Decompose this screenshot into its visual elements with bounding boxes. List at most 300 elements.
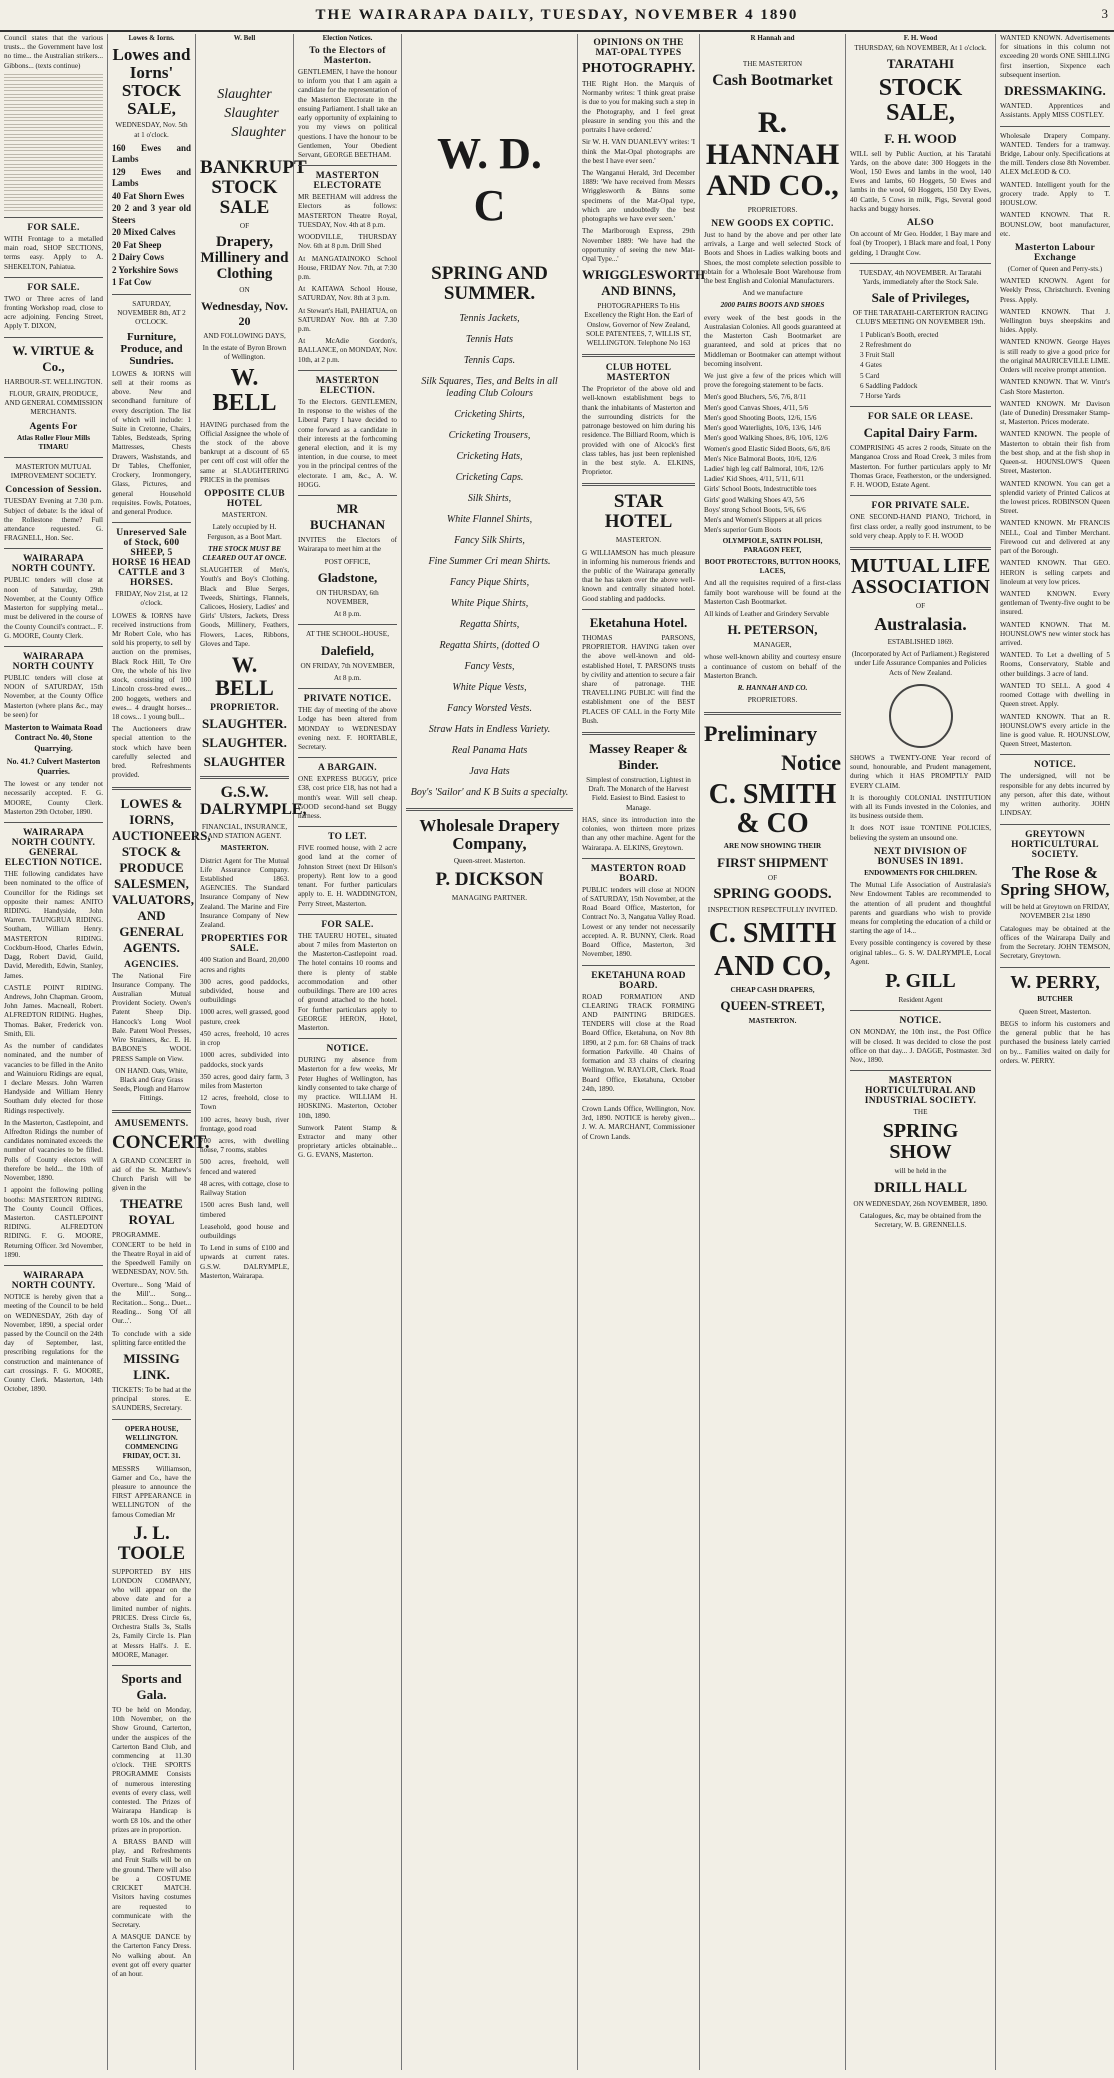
goods-list bbox=[406, 313, 573, 799]
list-item: 1000 acres, well grassed, good pasture, creek bbox=[200, 1008, 289, 1026]
ad-text: ON HAND. Oats, White, Black and Gray Grass Seeds, Plough and Harrow Fittings. bbox=[113, 1066, 190, 1103]
list-item: Fine Summer Cri mean Shirts. bbox=[428, 555, 551, 567]
list-item: Silk Shirts, bbox=[467, 492, 512, 504]
ad-title: Lowes and Iorns' STOCK SALE, bbox=[112, 45, 191, 118]
ad-text: R. HANNAH AND CO. bbox=[737, 684, 808, 693]
ad-title: STOCK SALE, bbox=[878, 75, 963, 127]
ad-text: MASTERTON. bbox=[615, 536, 662, 545]
notice-text: WANTED KNOWN. Mr Davison (late of Dunedin) Dressmaker Stamp-st, Masterton. Prices moderate. bbox=[1000, 399, 1110, 427]
heading: AGENCIES. bbox=[124, 959, 179, 970]
ad-subtitle: OPPOSITE CLUB HOTEL bbox=[204, 489, 285, 510]
list-item: Straw Hats in Endless Variety. bbox=[428, 723, 551, 735]
address: QUEEN-STREET, bbox=[720, 998, 825, 1013]
notice-text: In the Masterton, Castlepoint, and Alfredton Ridings the number of candidates nominated exceeds the number of vacancies to be filled. Polls of County electors will therefore be held... the 10th of November, 1890. bbox=[4, 1118, 103, 1183]
heading: NOTICE. bbox=[1034, 760, 1076, 771]
column-label: Lowes & Iorns. bbox=[128, 34, 175, 42]
ad-text: The Marlborough Express, 29th November 1889: 'We have had the opportunity of seeing the new Mat-Opal Type...' bbox=[582, 227, 695, 263]
ad-text: ESTABLISHED 1869. bbox=[887, 638, 954, 647]
ad-text: On account of Mr Geo. Hodder, 1 Bay mare and foal (by Trooper), 1 Black mare and foal, 1 Pony gelding, 1 Draught Cow. bbox=[850, 230, 991, 257]
ad-text: will be held in the bbox=[894, 1167, 947, 1176]
notice-text: TUESDAY Evening at 7.30 p.m. Subject of debate: Is the ideal of the Rollestone theme? Full attendance requested. G. FRAGNELL, Hon. Sec. bbox=[4, 497, 103, 543]
heading: AMUSEMENTS. bbox=[114, 1118, 189, 1129]
ad-text: SLAUGHTER of Men's, Youth's and Boy's Clothing. Black and Blue Serges, Tweeds, Shirtings, Flannels, Calicoes, Hosiery, Ladies' and Girls' Ulsters, Jackets, Dress Goods, Millinery, Feathers, Flowers, Laces, Ribbons, Gloves and Tape. bbox=[200, 566, 289, 648]
ad-text: To conclude with a side splitting farce entitled the bbox=[112, 1329, 191, 1347]
address: MASTERTON. bbox=[748, 1017, 797, 1025]
list-item: Boys' strong School Boots, 5/6, 6/6 bbox=[704, 505, 806, 514]
notice-text: WANTED. To Let a dwelling of 5 Rooms, Conservatory, Stable and other buildings. 3 acre of land. bbox=[1000, 651, 1110, 678]
list-item: Men's good Shooting Boots, 12/6, 15/6 bbox=[704, 413, 817, 422]
list-item: White Pique Shirts, bbox=[450, 597, 529, 609]
list-item: Men's good Canvas Shoes, 4/11, 5/6 bbox=[704, 403, 809, 412]
address: Queen-street. Masterton. bbox=[453, 856, 526, 865]
firm-name: F. H. WOOD bbox=[884, 130, 957, 146]
notice-text: NOTICE is hereby given that a meeting of the Council to be held on WEDNESDAY, 26th day of November, 1890, a special order passed by the Council on the 24th day of September, last, prescribing regulations for the construction and maintenance of cart crossings. F. G. MOORE, County Clerk. Masterton, 14th October, 1890. bbox=[4, 1293, 103, 1394]
list-item: Regatta Shirts, (dotted O bbox=[439, 639, 540, 651]
ad-title: J. L. TOOLE bbox=[117, 1522, 186, 1564]
list-item: Fancy Pique Shirts, bbox=[449, 576, 530, 588]
ad-text: Resident Agent bbox=[898, 996, 943, 1005]
heading: NOTICE. bbox=[326, 1044, 369, 1055]
notice-text: THE TAUERU HOTEL, situated about 7 miles from Masterton on the Masterton-Castlepoint road. The hotel contains 10 rooms and there is plenty of stable accommodation and other outbuildings. There are 100 acres of ground attached to the hotel. For further particulars apply to GEORGE HERON, Hotel, Masterton. bbox=[298, 931, 397, 1032]
article-text: Council states that the various trusts... the Government have lost no time... the Australian strikers... Gibbons... (texts continue) bbox=[4, 34, 103, 70]
ad-text: SHOWS a TWENTY-ONE Year record of sound, honourable, and Prudent management, during which it HAS PROMPTLY PAID EVERY CLAIM. bbox=[850, 753, 991, 790]
ad-date: Wednesday, Nov. 20 bbox=[200, 298, 289, 328]
list-item: Cricketing Trousers, bbox=[448, 429, 531, 441]
ad-text: TICKETS: To be had at the principal stores. E. SAUNDERS, Secretary. bbox=[112, 1386, 192, 1413]
ad-title: Notice bbox=[781, 749, 841, 775]
ad-text: THE STOCK MUST BE CLEARED OUT AT ONCE. bbox=[202, 544, 287, 562]
list-item: 20 2 and 3 year old Steers bbox=[112, 203, 191, 225]
ad-text: OF bbox=[239, 221, 250, 230]
list-item: Fancy Worsted Vests. bbox=[447, 702, 532, 714]
ad-date: will be held at Greytown on FRIDAY, NOVEMBER 21st 1890 bbox=[1000, 903, 1110, 921]
price-list bbox=[704, 393, 841, 535]
heading: DRESSMAKING. bbox=[1004, 83, 1106, 99]
ad-text: MASTERTON. bbox=[221, 511, 268, 520]
ad-text: Catalogues, &c, may be obtained from the Secretary, W. B. GRENNELLS. bbox=[859, 1211, 982, 1230]
notice-text: DURING my absence from Masterton for a few weeks, Mr Peter Hughes of Wellington, has kindly consented to take charge of my practice. WILLIAM H. HOSKING. Masterton, October 10th, 1890. bbox=[298, 1056, 397, 1120]
column-label: F. H. Wood bbox=[903, 34, 938, 42]
heading: MR BUCHANAN bbox=[309, 501, 386, 533]
heading: Masterton Labour Exchange bbox=[1014, 242, 1095, 263]
ad-subtitle: Furniture, Produce, and Sundries. bbox=[120, 330, 183, 367]
ad-subtitle: SPRING GOODS. bbox=[713, 885, 832, 902]
ad-text: PHOTOGRAPHERS To His Excellency the Right Hon. the Earl of Onslow, Governor of New Zealand, SOLE PATENTEES, 7, WILLIS ST, WELLINGTON. Telephone No 163 bbox=[584, 302, 693, 348]
ad-text: TO be held on Monday, 10th November, on the Show Ground, Carterton, under the auspices of the Carterton Band Club, and commencing at 11.30 o'clock. THE SPORTS PROGRAMME Consists of numerous interesting events of every class, well contested. The Prizes of Wairarapa Handicap is worth £8 10s. and the other prizes are in proportion. bbox=[112, 1705, 191, 1834]
ad-text: In the estate of Byron Brown of Wellington. bbox=[202, 343, 287, 361]
list-item: Cricketing Hats, bbox=[456, 450, 523, 462]
ad-text: OF THE TARATAHI-CARTERTON RACING CLUB'S MEETING ON NOVEMBER 19th. bbox=[852, 309, 989, 327]
notice-text: WANTED. Apprentices and Assistants. Apply MISS COSTLEY. bbox=[1000, 102, 1110, 120]
ad-text: ONE SECOND-HAND PIANO, Trichord, in first class order, a really good instrument, to be sold very cheap. Apply to F. H. WOOD bbox=[850, 513, 991, 540]
list-item: Tennis Jackets, bbox=[459, 312, 520, 324]
list-item: 7 Horse Yards bbox=[860, 391, 901, 400]
ad-text: COMPRISING 45 acres 2 roods, Situate on the Manganoa Cross and Road Creek, 3 miles from Masterton. For further particulars apply to Mr Thomas Grace, Featherston, or the undersigned. F. H. WOOD, Estate Agent. bbox=[850, 444, 991, 490]
notice-text: BEGS to inform his customers and the general public that he has purchased the business lately carried on by... Families waited on daily for orders. W. PERRY. bbox=[1000, 1019, 1110, 1065]
heading: WAIRARAPA NORTH COUNTY. bbox=[11, 554, 96, 575]
list-item: 1 Publican's Booth, erected bbox=[860, 330, 939, 339]
notice-text: WANTED KNOWN. You can get a splendid variety of Printed Calicos at the lowest prices. ROBINSON Queen Street. bbox=[1000, 479, 1110, 516]
heading: FOR SALE OR LEASE. bbox=[867, 412, 974, 423]
notice-text: Crown Lands Office, Wellington, Nov. 3rd, 1890. NOTICE is hereby given... J. W. A. MARCHANT, Commissioner of Crown Lands. bbox=[582, 1104, 695, 1141]
notice-text: MASTERTON MUTUAL IMPROVEMENT SOCIETY. bbox=[10, 462, 97, 481]
ad-text: every week of the best goods in the Australasian Colonies. All goods guaranteed at the Masterton Cash Bootmarket are guaranteed, and sold at prices that no Middleman or Bootmaker can attempt without becoming insolvent. bbox=[704, 313, 841, 368]
list-item: 1 Fat Cow bbox=[112, 277, 152, 288]
list-item: 1000 acres, subdivided into paddocks, stock yards bbox=[200, 1051, 289, 1069]
notice-text: To the Electors. GENTLEMEN, In response to the wishes of the Liberal Party I have decided to come forward as a candidate in their interests at the forthcoming general election, and it is my intention, in due course, to meet you in the principal centres of the electorate. I am, &c., A. W. HOGG. bbox=[298, 397, 397, 489]
list-item: 6 Saddling Paddock bbox=[860, 381, 918, 390]
list-item: 400 Station and Board, 20,000 acres and rights bbox=[200, 956, 289, 974]
notice-text: I appoint the following polling booths: MASTERTON RIDING. The County Council Offices, Masterton. CASTLEPOINT RIDING. ALFREDTON RIDING. F. G. MOORE, Returning Officer. 3rd November, 1890. bbox=[4, 1186, 103, 1259]
ad-text: OF bbox=[767, 873, 778, 882]
notice-text: ON FRIDAY, 7th NOVEMBER, bbox=[300, 661, 395, 670]
notice-text: THE following candidates have been nominated to the office of Councillor for the Ridings set opposite their names: ANITO RIDING. Handyside, John Warren. TAUNGRUA RIDING. Southam, William Henry. MASTERTON RIDING. Cockburn-Hood, Charles Edwin, Dagg, Robert David, Guild, David, Meredith, Edwin, Stanley, James. bbox=[4, 870, 103, 980]
ad-text: It is thoroughly COLONIAL INSTITUTION with all its Funds invested in the Colonies, and its business outside them. bbox=[850, 793, 991, 821]
notice-text: PUBLIC tenders will close at NOON of SATURDAY, 15th November, at the Road Board Office, Masterton, for Contract No. 3, Nangatua Valley Road. Lowest or any tender not necessarily accepted. A. R. BUNNY, Clerk. Road Board Office, Masterton, 3rd November, 1890. bbox=[582, 885, 695, 959]
privileges-list bbox=[850, 331, 991, 402]
ad-date: TUESDAY, 4th NOVEMBER. At Taratahi Yards, immediately after the Stock Sale. bbox=[859, 268, 982, 286]
notice-text: WANTED KNOWN. That R. BOUNSLOW, boot manufacturer, etc. bbox=[1000, 211, 1110, 238]
ad-text: OF bbox=[915, 601, 926, 610]
column-label: Election Notices. bbox=[322, 34, 373, 42]
ad-title: CONCERT. bbox=[112, 1131, 210, 1153]
ad-text: WILL sell by Public Auction, at his Taratahi Yards, on the above date: 300 Hoggets in the Wool, 150 Ewes and lambs in the wool, 140 Ewes and lambs, 60 Hoggets, 50 Ewes and lambs in the wool, 60 Hoggets, 150 Dry Ewes, 40 Cattle, 5 Cows in milk, Pigs, Several good hacks and buggy horses. bbox=[850, 149, 991, 213]
ad-title: Sports and Gala. bbox=[121, 1670, 182, 1702]
list-item: Real Panama Hats bbox=[451, 744, 528, 756]
ad-title: STAR HOTEL bbox=[604, 491, 673, 533]
list-item: Men's good Bluchers, 5/6, 7/6, 8/11 bbox=[704, 393, 807, 402]
notice-text: INVITES the Electors of Wairarapa to meet him at the bbox=[298, 536, 397, 554]
ad-title: Cash Bootmarket bbox=[712, 72, 833, 90]
list-item: Women's good Elastic Sided Boots, 6/6, 8/6 bbox=[704, 444, 831, 453]
ad-text: CHEAP CASH DRAPERS, bbox=[730, 985, 815, 994]
column-4 bbox=[294, 34, 402, 2070]
ad-text: ENDOWMENTS FOR CHILDREN. bbox=[864, 868, 977, 877]
notice-text: WANTED KNOWN. Mr FRANCIS NELL, Coal and Timber Merchant. Firewood cut and delivered at any part of the Borough. bbox=[1000, 519, 1110, 556]
list-item: 129 Ewes and Lambs bbox=[112, 166, 191, 189]
ad-text: SLAUGHTER bbox=[203, 754, 286, 770]
ad-text: PROGRAMME. CONCERT to be held in the Theatre Royal in aid of the Speedwell Family on WEDNESDAY, NOV. 5th. bbox=[112, 1231, 191, 1277]
notice-text: At 8 p.m. bbox=[333, 610, 362, 619]
ad-text: Simplest of construction, Lightest in Draft. The Monarch of the Harvest Field. Easiest to Bind. Easiest to Manage. bbox=[586, 776, 691, 812]
firm-name: WRIGGLESWORTH AND BINNS, bbox=[582, 267, 706, 299]
notice-text: WANTED KNOWN. That M. HOUNSLOW'S new winter stock has arrived. bbox=[1000, 620, 1110, 648]
firm-name: R. HANNAH AND CO., bbox=[705, 106, 840, 203]
ad-text: HAS, since its introduction into the colonies, won thirteen more prizes than any other machine. Agent for the Wairarapa. A. ELKINS, Greytown. bbox=[582, 815, 695, 852]
list-item: 1500 acres Bush land, well timbered bbox=[200, 1201, 289, 1219]
ad-title: MUTUAL LIFE ASSOCIATION bbox=[850, 554, 991, 598]
firm-name: W. PERRY, bbox=[1010, 971, 1100, 992]
notice-text: WANTED KNOWN. The people of Masterton to obtain their fish from the best shop, and at the fish shop in Queen-st. HOUNSLOW'S Queen Street, Masterton. bbox=[1000, 430, 1110, 476]
ad-text: The National Fire Insurance Company. The Australian Mutual Provident Society. Owen's Patent Sheep Dip. Hancock's Long Wool Bale. Patent Wool Presses, Wire Strainers, &c. E. H. BABONE'S WOOL PRESS Sample on View. bbox=[112, 971, 191, 1063]
notice-text: Catalogues may be obtained at the offices of the Wairarapa Daily and from the Secretary. JOHN TEMSON, Secretary, Greytown. bbox=[1000, 924, 1110, 961]
column-8 bbox=[846, 34, 996, 2070]
ad-text: whose well-known ability and courtesy ensure a continuance of custom on behalf of the Masterton Branch. bbox=[704, 653, 841, 680]
address: Queen Street, Masterton. bbox=[1019, 1007, 1091, 1016]
column-3 bbox=[196, 34, 307, 2070]
ad-text: Every possible contingency is covered by these original tables... G. S. W. DALRYMPLE, Local Agent. bbox=[850, 939, 991, 966]
notice-text: WANTED KNOWN. That J. Wellington buys sheepskins and hides. Apply. bbox=[1000, 307, 1110, 335]
ad-text: BUTCHER bbox=[1037, 995, 1073, 1004]
ad-subtitle: FIRST SHIPMENT bbox=[717, 854, 828, 870]
list-item: 20 Mixed Calves bbox=[112, 227, 176, 238]
ad-text: A GRAND CONCERT in aid of the St. Matthew's Church Parish will be given in the bbox=[112, 1156, 191, 1193]
heading: OPINIONS ON THE MAT-OPAL TYPES bbox=[593, 38, 684, 58]
ad-text: It does NOT issue TONTINE POLICIES, believing the system an unsound one. bbox=[850, 824, 991, 842]
list-item: 500 acres, freehold, well fenced and watered bbox=[200, 1158, 289, 1176]
notice-text: As the number of candidates nominated, and the number of vacancies to be filled in the Anito and Wainuioru Ridings are equal, I declare Messrs. John Warren Handyside and William Henry Southam duly elected for those Ridings respectively. bbox=[4, 1042, 103, 1115]
place-name: Gladstone, bbox=[317, 569, 378, 585]
heading: To the Electors of Masterton. bbox=[309, 46, 386, 66]
ad-title: SPRING SHOW bbox=[882, 1120, 959, 1164]
ad-title: Sale of Privileges, bbox=[871, 290, 970, 306]
ad-text: MASTERTON. bbox=[220, 844, 269, 853]
notice-text: GENTLEMEN, I have the honour to inform you that I am again a candidate for the representation of the Masterton Electorate in the ensuing Parliament. I shall take an early opportunity of explaining to you my views on political questions. I have the honour to be Gentlemen, Your Obedient Servant, GEORGE BEETHAM. bbox=[298, 68, 398, 159]
coat-of-arms-icon bbox=[889, 684, 953, 748]
list-item: Tennis Hats bbox=[465, 333, 514, 345]
place-name: Dalefield, bbox=[320, 642, 375, 658]
heading: Agents For bbox=[29, 421, 78, 432]
list-item: 5 Card bbox=[860, 371, 880, 380]
firm-name: W. BELL bbox=[215, 652, 274, 701]
ad-text: MESSRS Williamson, Garner and Co., have the pleasure to announce the FIRST APPEARANCE in WELLINGTON of the famous Comedian Mr bbox=[112, 1464, 191, 1519]
list-item: Cricketing Shirts, bbox=[454, 408, 525, 420]
notice-text: WANTED KNOWN. Every gentleman of Twenty-five ought to be insured. bbox=[1000, 589, 1110, 617]
notice-text: WANTED KNOWN. That an R. HOUNSLOW'S every article in the line is good value. R. HOUNSLOW, Queen Street, Masterton. bbox=[1000, 712, 1110, 749]
heading: FOR PRIVATE SALE. bbox=[871, 501, 970, 512]
ad-text: The Mutual Life Association of Australasia's New Endowment Tables are recommended to the attention of all prudent and thoughtful parents and guardians who wish to provide means for completing the education of a child or starting the age of 14... bbox=[850, 881, 991, 936]
ad-text: ARE NOW SHOWING THEIR bbox=[723, 842, 822, 851]
address: HARBOUR-ST. WELLINGTON. bbox=[4, 377, 103, 386]
notice-text: Wholesale Drapery Company. WANTED. Tenders for a tramway. Bridge, Labour only. Specifications at the mill. Tenders close 8th November. ALEX McLEOD & CO. bbox=[1000, 131, 1110, 177]
ad-text: And all the requisites required of a first-class family boot warehouse will be found at the Masterton Cash Bootmarket. bbox=[704, 579, 841, 606]
column-9 bbox=[996, 34, 1114, 2070]
list-item: Men's Nice Balmoral Boots, 10/6, 12/6 bbox=[704, 454, 817, 463]
property-list bbox=[200, 956, 289, 1241]
notice-text: POST OFFICE, bbox=[324, 557, 371, 566]
ad-text: 2000 PAIRS BOOTS AND SHOES bbox=[720, 301, 825, 310]
notice-text: At MANGATAINOKO School House, FRIDAY Nov. 7th, at 7:30 p.m. bbox=[298, 254, 397, 281]
column-label: R Hannah and bbox=[750, 34, 795, 42]
list-item: 2 Dairy Cows bbox=[112, 252, 164, 263]
list-item: White Pique Vests, bbox=[452, 681, 527, 693]
ad-text: A MASQUE DANCE by the Carterton Fancy Dress. No walking about. An event got off every quarter of an hour. bbox=[112, 1933, 191, 1979]
ad-title: The Rose & Spring SHOW, bbox=[1000, 862, 1110, 900]
notice-text: WANTED KNOWN. That GEO. HERON is selling carpets and linoleum at very low prices. bbox=[1000, 559, 1110, 586]
ad-text: Overture... Song 'Maid of the Mill'... Song... Recitation... Song... Duet... Reading... Song 'Of all Our...'. bbox=[112, 1280, 191, 1326]
notice-text: TWO or Three acres of land fronting Workshop road, close to acre adjoining. Fencing Street, Apply T. DIXON, bbox=[4, 294, 103, 331]
notice-text: WANTED KNOWN. That W. Vintr's Cash Store Masterton. bbox=[1000, 378, 1110, 396]
heading: ALSO bbox=[906, 218, 935, 229]
ad-title: TARATAHI bbox=[886, 56, 955, 72]
notice-text: WANTED KNOWN. Advertisements for situations in this column not exceeding 20 words ONE SHILLING first insertion, Sixpence each subsequent insertion. bbox=[1000, 34, 1110, 79]
ad-text: And we manufacture bbox=[742, 289, 803, 298]
ad-text: MANAGER, bbox=[753, 641, 792, 650]
ad-title: Australasia. bbox=[874, 614, 967, 635]
list-item: Girls' good Walking Shoes 4/3, 5/6 bbox=[704, 495, 805, 504]
notice-text: At 8 p.m. bbox=[333, 673, 362, 682]
ad-title: Preliminary bbox=[704, 720, 818, 746]
list-item: Men's good Walking Shoes, 8/6, 10/6, 12/6 bbox=[704, 434, 828, 443]
heading: TO LET. bbox=[328, 832, 367, 843]
list-item: Girls' School Boots, Indestructible toes bbox=[704, 485, 817, 494]
page-number: 3 bbox=[1101, 6, 1108, 21]
heading: FOR SALE. bbox=[321, 919, 374, 930]
heading: Unreserved Sale of Stock, 600 SHEEP, 5 HORSE 16 HEAD CATTLE and 3 HORSES. bbox=[112, 528, 191, 589]
ad-text: ON bbox=[239, 286, 250, 295]
ad-text: INSPECTION RESPECTFULLY INVITED. bbox=[707, 905, 838, 914]
list-item: Men's and Women's Slippers at all prices bbox=[704, 516, 822, 525]
notice-text: ROAD FORMATION AND CLEARING TRACK FORMING AND PAINTING BRIDGES. TENDERS will close at the Road Board Office, Eketahuna, on Nov 8th 1890, at 2 p.m. for: 68 Chains of track formation Parkville. 40 Chains of formation and 33 chains of clearing Wellington. W. RAYLOR, Clerk. Road Board Office, Eketahuna, October 24th, 1890. bbox=[582, 992, 695, 1093]
firm-name: C. SMITH & CO bbox=[708, 778, 837, 839]
ad-text: All kinds of Leather and Grindery Servable bbox=[704, 610, 829, 619]
ad-title: C bbox=[473, 181, 506, 230]
ad-title: Capital Dairy Farm. bbox=[863, 425, 978, 441]
list-item: 2 Yorkshire Sows bbox=[112, 264, 179, 275]
heading: FOR SALE. bbox=[27, 282, 80, 293]
venue: THEATRE ROYAL bbox=[120, 1196, 183, 1228]
notice-text: FIVE roomed house, with 2 acre good land at the corner of Johnston Street (next Dr Hilson's property). Rent low to a good tenant. For further particulars apply to. E. H. WADDINGTON, Perry Street, Masterton. bbox=[298, 844, 397, 908]
list-item: 48 acres, with cottage, close to Railway Station bbox=[200, 1179, 289, 1198]
ad-date: THURSDAY, 6th NOVEMBER, At 1 o'clock. bbox=[854, 44, 987, 52]
ad-text: LOWES & IORNS will sell at their rooms as above. New and secondhand furniture of every description. The list of which will include: 1 Suite in Cretonne, Chairs, Tables, Bedsteads, Spring Mattresses, Chests Drawers, Washstands, and Dr Tables, Cheffonier, Crockery, Ironmongery, Glass, Pictures, and general Household requisites. Fowls, Potatoes, and general Produce. bbox=[112, 369, 191, 516]
heading: MASTERTON ELECTORATE bbox=[313, 171, 382, 192]
ad-text: AND FOLLOWING DAYS, bbox=[203, 331, 286, 340]
ad-date: WEDNESDAY, Nov. 5th at 1 o'clock. bbox=[115, 121, 188, 139]
ad-text: SLAUGHTER. bbox=[202, 716, 287, 732]
list-item: Ladies' high leg calf Balmoral, 10/6, 12/6 bbox=[704, 464, 824, 473]
ad-subtitle: MISSING LINK. bbox=[123, 1351, 180, 1383]
heading: Concession of Session. bbox=[5, 485, 102, 496]
ad-title: PHOTOGRAPHY. bbox=[582, 61, 696, 76]
ad-text: SLAUGHTER. bbox=[202, 735, 287, 751]
heading: WAIRARAPA NORTH COUNTY. GENERAL ELECTION NOTICE. bbox=[4, 828, 103, 869]
list-item: Silk Squares, Ties, and Belts in all leading Club Colours bbox=[421, 375, 558, 399]
column-label: W. Bell bbox=[233, 34, 256, 42]
list-item: 450 acres, freehold, 10 acres in crop bbox=[200, 1029, 289, 1048]
ad-text: Slaughter bbox=[231, 125, 286, 140]
notice-text: No. 41.? Culvert Masterton Quarries. bbox=[6, 756, 101, 777]
column-2 bbox=[108, 34, 211, 2070]
notice-text: PUBLIC tenders will close at noon of Saturday, 29th November, at the County Office Masterton for supplying metal... must be delivered in the course of the County Council's contract... F. G. MOORE, County Clerk. bbox=[4, 576, 103, 640]
ad-text: HAVING purchased from the Official Assignee the whole of the stock of the above bankrupt at a discount of 65 per cent off cost will offer the same at SLAUGHTERING PRICES in the premises bbox=[200, 420, 289, 484]
list-item: 4 Gates bbox=[860, 361, 882, 370]
ad-text: THE bbox=[913, 1108, 928, 1117]
ad-subtitle: PROPRIETOR. bbox=[210, 703, 279, 714]
list-item: 300 acres, good paddocks, subdivided, house and outbuildings bbox=[200, 977, 289, 1005]
list-item: Men's good Waterlights, 10/6, 13/6, 14/6 bbox=[704, 424, 822, 433]
list-item: Boy's 'Sailor' and K B Suits a specialty. bbox=[410, 786, 569, 798]
heading: PRIVATE NOTICE. bbox=[303, 694, 392, 705]
heading: PROPERTIES FOR SALE. bbox=[200, 934, 288, 955]
list-item: 160 Ewes and Lambs bbox=[112, 142, 191, 165]
list-item: Leasehold, good house and outbuildings bbox=[200, 1222, 289, 1240]
list-item: Fancy Vests, bbox=[464, 660, 515, 672]
masthead-title: THE WAIRARAPA DAILY, TUESDAY, NOVEMBER 4 1890 bbox=[315, 7, 799, 23]
ad-text: A BRASS BAND will play, and Refreshments and Fruit Stalls will be on the ground. There will also be a COSTUME CRICKET MATCH. Visitors having costumes are requested to communicate with the Secretary. bbox=[112, 1838, 191, 1929]
heading: NEXT DIVISION OF BONUSES IN 1891. bbox=[873, 846, 968, 867]
list-item: White Flannel Shirts, bbox=[446, 513, 533, 525]
ad-text: LOWES & IORNS have received instructions from Mr Robert Cole, who has sold his property, to sell by auction on the premises, Black Rock Hill, Te Ore Ore, the whole of his live stock, consisting of 100 Lincoln cross-bred ewes... 200 hoggets, wethers and ewes... 4 draught horses... 18 cows... 1 young bull... bbox=[112, 611, 191, 721]
notice-text: WANTED KNOWN. Agent for Weekly Press, Christchurch. Evening Press. Apply. bbox=[1000, 277, 1110, 304]
firm-name: W. BELL bbox=[212, 365, 277, 417]
list-item: 700 acres, with dwelling house, 7 rooms, stables bbox=[200, 1137, 289, 1155]
heading: MASTERTON ELECTION. bbox=[315, 375, 380, 396]
ad-text: Sir W. H. VAN DUANLEVY writes: 'I think the Mat-Opal photographs are the best I have ever seen.' bbox=[582, 138, 695, 165]
ad-title: W. D. bbox=[437, 129, 542, 178]
list-item: 350 acres, good dairy farm, 3 miles from Masterton bbox=[200, 1072, 289, 1090]
notice-text: THE day of meeting of the above Lodge has been altered from MONDAY to WEDNESDAY evening next. F. HORTABLE, Secretary. bbox=[298, 706, 397, 751]
ad-text: Lately occupied by H. Ferguson, as a Boot Mart. bbox=[207, 523, 282, 541]
firm-name: W. VIRTUE & Co., bbox=[12, 342, 95, 374]
ad-text: To Lend in sums of £100 and upwards at current rates. G.S.W. DALRYMPLE, Masterton, Wairarapa. bbox=[200, 1244, 289, 1280]
ad-text: OPERA HOUSE, WELLINGTON. COMMENCING FRIDAY, OCT. 31. bbox=[122, 1424, 181, 1461]
ad-text: District Agent for The Mutual Life Assurance Company. Established 1863. AGENCIES. The Standard Insurance Company of New Zealand. The Marine and Fire Insurance Company of New Zealand. bbox=[200, 856, 289, 930]
ad-text: SUPPORTED BY HIS LONDON COMPANY, who will appear on the above date and for a limited number of nights. PRICES. Dress Circle 6s, Orchestra Stalls 3s, Stalls 2s, Family Circle 1s. Plan at Messrs Hall's. J. E. MOORE, Manager. bbox=[112, 1567, 191, 1659]
ad-text: The Proprietor of the above old and well-known establishment begs to thank the inhabitants of Masterton and the surrounding districts for the patronage bestowed on him during his residence. The Billiard Room, which is provided with one of Alcock's first class tables, has just been replenished in the best style. A. ELKINS, Proprietor. bbox=[582, 385, 695, 477]
notice-text: MR BEETHAM will address the Electors as follows: MASTERTON Theatre Royal, TUESDAY, Nov. 4th at 8 p.m. bbox=[298, 193, 397, 229]
ad-text: OLYMPIOLE, SATIN POLISH, PARAGON FEET, bbox=[722, 536, 823, 554]
heading: MASTERTON HORTICULTURAL AND INDUSTRIAL SOCIETY. bbox=[864, 1076, 977, 1107]
heading: FOR SALE. bbox=[27, 222, 80, 233]
heading: WAIRARAPA NORTH COUNTY bbox=[12, 652, 95, 672]
ad-text: PROPRIETORS. bbox=[747, 696, 798, 705]
ad-text: THOMAS PARSONS, PROPRIETOR. HAVING taken over the above well-known and old-established Hotel, T. PARSONS trusts by civility and attention to secure a fair share of patronage. THE TRAVELLING PUBLIC will find the establishment one of the BEST PLACES OF CALL in the Forty Mile Bush. bbox=[582, 633, 695, 725]
column-1 bbox=[0, 34, 108, 2070]
notice-text: WOODVILLE, THURSDAY Nov. 6th at 8 p.m. Drill Shed bbox=[298, 233, 397, 251]
heading: WAIRARAPA NORTH COUNTY. bbox=[11, 1271, 96, 1292]
list-item: Men's superior Gum Boots bbox=[704, 526, 782, 535]
list-item: 100 acres, heavy bush, river frontage, good road bbox=[200, 1115, 289, 1133]
heading: MASTERTON ROAD BOARD. bbox=[590, 863, 687, 884]
notice-text: Masterton to Waimata Road Contract No. 40, Stone Quarrying. bbox=[4, 723, 103, 753]
notice-text: (Corner of Queen and Perry-sts.) bbox=[1007, 264, 1103, 273]
notice-text: WANTED. Intelligent youth for the grocery trade. Apply to T. HOUSLOW. bbox=[1000, 180, 1110, 208]
notice-text: FLOUR, GRAIN, PRODUCE, AND GENERAL COMMISSION MERCHANTS. bbox=[4, 389, 103, 417]
firm-name: G.S.W. DALRYMPLE, bbox=[200, 784, 307, 819]
list-item: 40 Fat Shorn Ewes bbox=[112, 190, 185, 201]
notice-text: Sunwork Patent Stamp & Extractor and many other proprietary articles obtainable... G. G. EVANS, Masterton. bbox=[298, 1123, 397, 1160]
firm-name: C. SMITH bbox=[708, 918, 837, 949]
ad-title: Massey Reaper & Binder. bbox=[589, 741, 688, 773]
notice-text: The undersigned, will not be responsible for any debts incurred by any person, after this date, without my written authority. JOHN LINDSAY. bbox=[1000, 772, 1110, 818]
ad-title: BANKRUPT STOCK SALE bbox=[200, 157, 307, 218]
firm-name: Wholesale Drapery Company, bbox=[419, 815, 560, 853]
ad-text: BOOT PROTECTORS, BUTTON HOOKS, LACES, bbox=[704, 557, 841, 576]
ad-text: (Incorporated by Act of Parliament.) Registered under Life Assurance Companies and Policies Acts of New Zealand. bbox=[851, 650, 990, 677]
ad-text: THE MASTERTON bbox=[742, 60, 803, 68]
column-6 bbox=[578, 34, 706, 2070]
list-item: Fancy Silk Shirts, bbox=[454, 534, 525, 546]
manager-name: P. DICKSON bbox=[435, 868, 544, 890]
heading: EKETAHUNA ROAD BOARD. bbox=[591, 970, 686, 991]
notice-text: WITH Frontage to a metalled main road, SHOP SECTIONS, terms easy. Apply to A. SHEKELTON, Pahiatua. bbox=[4, 234, 103, 271]
ad-text: Just to hand by the above and per other late arrivals, a Large and well selected Stock of Boots and Shoes in Ladies walking boots and Shoes, the most complete selection possible to obtain for a Wholesale Boot Warehouse from the best English and Colonial Manufacturers. bbox=[704, 230, 841, 286]
heading: GREYTOWN HORTICULTURAL SOCIETY. bbox=[1011, 829, 1099, 860]
ad-text: FINANCIAL, INSURANCE, AND STATION AGENT. bbox=[201, 822, 288, 841]
firm-name: AND CO, bbox=[714, 951, 831, 983]
ad-subtitle: Drapery, Millinery and Clothing bbox=[200, 234, 289, 282]
list-item: Ladies' Kid Shoes, 4/11, 5/11, 6/11 bbox=[704, 475, 805, 484]
list-item: Java Hats bbox=[469, 765, 510, 777]
ad-text: The Auctioneers draw special attention to the stock which have been carefully selected and bred. Refreshments provided. bbox=[112, 725, 191, 780]
venue: DRILL HALL bbox=[874, 1179, 967, 1196]
ad-subtitle: SPRING AND SUMMER. bbox=[431, 263, 548, 304]
ad-text: PROPRIETORS. bbox=[747, 205, 798, 214]
ad-date: SATURDAY, NOVEMBER 8th, AT 2 O'CLOCK. bbox=[117, 300, 186, 327]
notice-text: WANTED TO SELL. A good 4 roomed Cottage with dwelling in Queen street. Apply. bbox=[1000, 681, 1110, 709]
list-item: Tennis Caps. bbox=[463, 354, 516, 366]
